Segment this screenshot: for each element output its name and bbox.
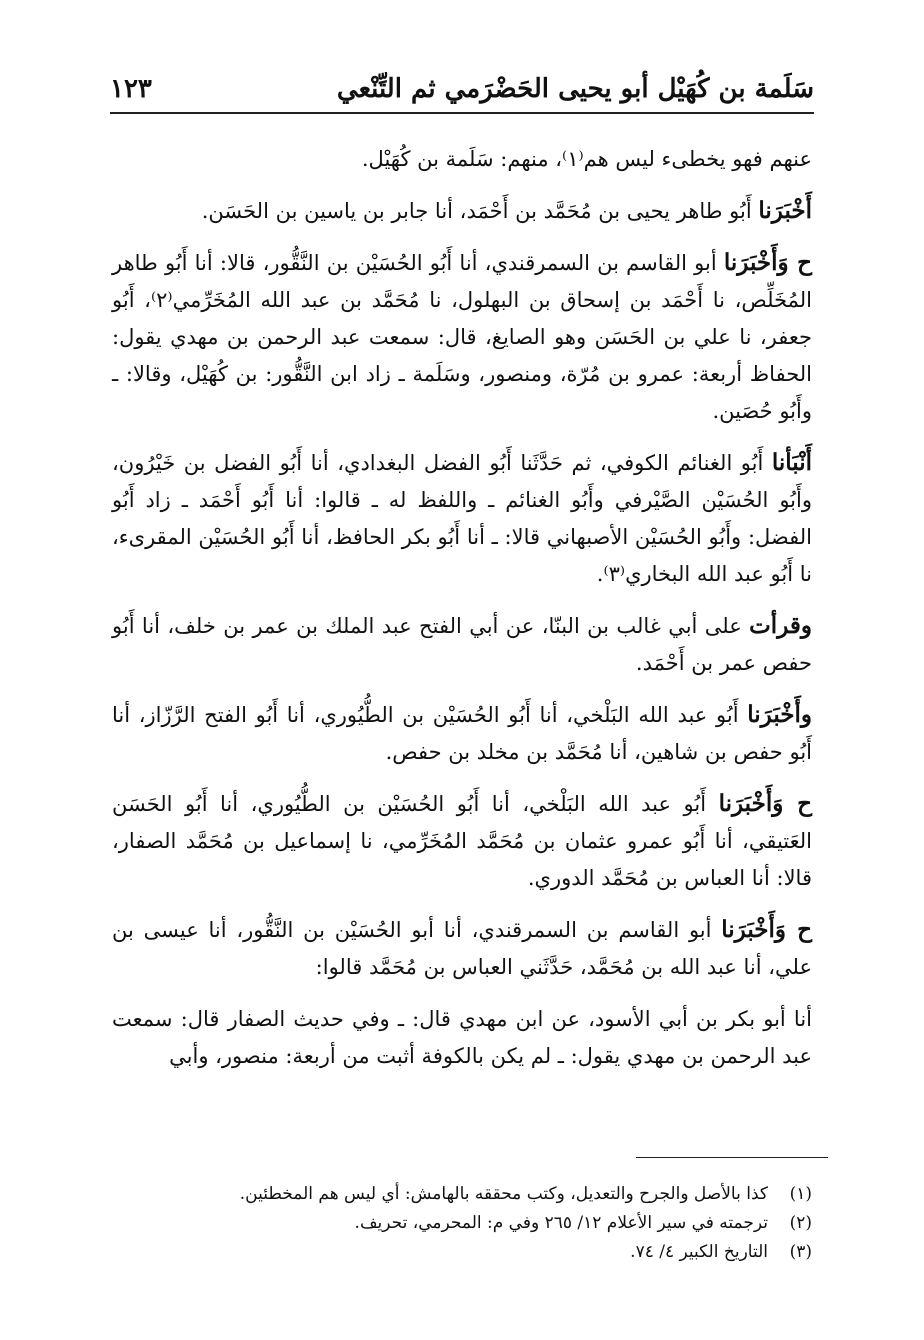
paragraph-6 <box>112 696 812 771</box>
paragraph-8 <box>112 911 812 986</box>
running-header <box>110 66 814 114</box>
paragraph-2 <box>112 192 812 230</box>
footnote-2 <box>112 1209 812 1238</box>
paragraph-text: أبو القاسم بن السمرقندي، أنا أَبُو الحُسَيْن بن النَّقُّور، قالا: أنا أَبُو طاهر المُخَلِّص، نا أَحْمَد بن إسحاق بن البهلول، نا مُحَمَّد بن عبد الله المُخَرِّمي⁽٢⁾، أَبُو جعفر، نا علي بن الحَسَن وهو الصايغ، قال: سمعت عبد الرحمن بن مهدي يقول: الحفاظ أربعة: عمرو بن مُرّة، ومنصور، وسَلَمة ـ زاد ابن النَّقُّور: بن كُهَيْل، وقالا: ـ وأَبُو حُصَين. <box>112 251 812 423</box>
footnote-text: كذا بالأصل والجرح والتعديل، وكتب محققه بالهامش: أي ليس هم المخطئين. <box>239 1184 768 1204</box>
paragraph-4 <box>112 444 812 593</box>
paragraph-text: أَبُو طاهر يحيى بن مُحَمَّد بن أَحْمَد، أنا جابر بن ياسين بن الحَسَن. <box>201 199 759 223</box>
paragraph-lead: وأَخْبَرَنا <box>747 701 812 728</box>
footnote-1 <box>112 1180 812 1209</box>
paragraph-text: أَبُو عبد الله البَلْخي، أنا أَبُو الحُسَيْن بن الطُّيُوري، أنا أَبُو الحَسَن العَتيقي، أنا أَبُو عمرو عثمان بن مُحَمَّد المُخَرِّمي، نا إسماعيل بن مُحَمَّد الصفار، قالا: أنا العباس بن مُحَمَّد الدوري. <box>112 792 812 890</box>
paragraph-1 <box>112 140 812 178</box>
footnote-text: ترجمته في سير الأعلام ١٢/ ٢٦٥ وفي م: المحرمي، تحريف. <box>354 1213 768 1233</box>
main-text <box>112 140 812 1089</box>
paragraph-text: عنهم فهو يخطىء ليس هم⁽١⁾، منهم: سَلَمة بن كُهَيْل. <box>361 147 812 171</box>
paragraph-text: أَبُو عبد الله البَلْخي، أنا أَبُو الحُسَيْن بن الطُّيُوري، أنا أَبُو الفتح الرَّزّاز، أنا أَبُو حفص بن شاهين، أنا مُحَمَّد بن مخلد بن حفص. <box>112 703 812 764</box>
paragraph-lead: أَخْبَرَنا <box>758 197 812 224</box>
paragraph-9 <box>112 1000 812 1075</box>
paragraph-lead: أَنْبَأنا <box>771 449 812 476</box>
running-title: سَلَمة بن كُهَيْل أبو يحيى الحَضْرَمي ثم التِّنْعي <box>336 74 814 104</box>
paragraph-lead: ح وَأَخْبَرَنا <box>723 249 812 276</box>
page-number: ١٢٣ <box>110 74 152 104</box>
footnote-number: (٣) <box>789 1242 812 1262</box>
footnotes <box>112 1180 812 1267</box>
paragraph-text: على أبي غالب بن البنّا، عن أبي الفتح عبد الملك بن عمر بن خلف، أنا أَبُو حفص عمر بن أَحْمَد. <box>112 614 812 675</box>
paragraph-5 <box>112 607 812 682</box>
footnote-divider <box>636 1157 828 1158</box>
paragraph-lead: ح وَأَخْبَرَنا <box>718 790 812 817</box>
paragraph-lead: وقرأت <box>749 612 812 639</box>
paragraph-text: أَبُو الغنائم الكوفي، ثم حَدَّثَنا أَبُو الفضل البغدادي، أنا أَبُو الفضل بن خَيْرُون، وأَبُو الحُسَيْن الصَّيْرفي وأَبُو الغنائم ـ واللفظ له ـ قالوا: أنا أَبُو أَحْمَد ـ زاد أَبُو الفضل: وأَبُو الحُسَيْن الأصبهاني قالا: ـ أنا أَبُو بكر الحافظ، أنا أَبُو الحُسَيْن المقرىء، نا أَبُو عبد الله البخاري⁽٣⁾. <box>112 451 812 586</box>
paragraph-text: أنا أبو بكر بن أبي الأسود، عن ابن مهدي قال: ـ وفي حديث الصفار قال: سمعت عبد الرحمن بن مهدي يقول: ـ لم يكن بالكوفة أثبت من أربعة: منصور، وأبي <box>112 1007 812 1068</box>
paragraph-7 <box>112 785 812 897</box>
footnote-number: (١) <box>789 1184 812 1204</box>
paragraph-lead: ح وَأَخْبَرَنا <box>721 916 812 943</box>
footnote-number: (٢) <box>789 1213 812 1233</box>
footnote-3 <box>112 1238 812 1267</box>
paragraph-3 <box>112 244 812 430</box>
footnote-text: التاريخ الكبير ٤/ ٧٤. <box>630 1242 768 1262</box>
paragraph-text: أبو القاسم بن السمرقندي، أنا أبو الحُسَيْن بن النَّقُّور، أنا عيسى بن علي، أنا عبد الله بن مُحَمَّد، حَدَّثَني العباس بن مُحَمَّد قالوا: <box>112 918 812 979</box>
